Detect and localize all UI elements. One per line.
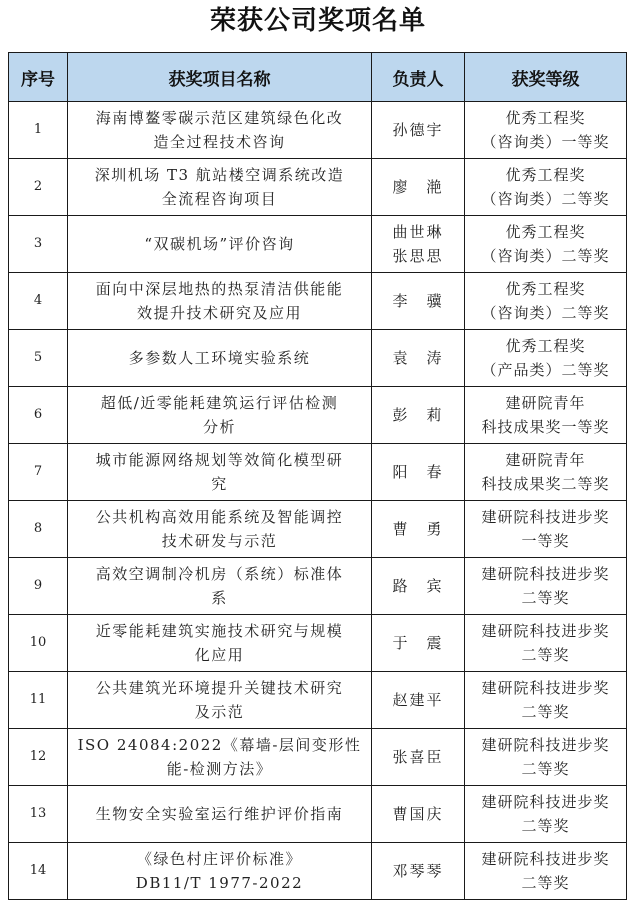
person-name: 廖 滟 xyxy=(392,178,444,196)
project-name-line: 能-检测方法》 xyxy=(166,760,273,778)
row-number: 8 xyxy=(9,501,68,558)
table-row xyxy=(9,615,627,672)
person-cell xyxy=(372,501,465,558)
award-level-cell xyxy=(465,159,627,216)
project-name-cell xyxy=(68,729,372,786)
person-name: 张思思 xyxy=(392,247,444,265)
table-row xyxy=(9,672,627,729)
award-level-line: 优秀工程奖 xyxy=(505,223,586,241)
person-cell xyxy=(372,672,465,729)
project-name-cell xyxy=(68,216,372,273)
award-level-line: 建研院青年 xyxy=(505,451,586,469)
person-cell xyxy=(372,216,465,273)
person-cell xyxy=(372,558,465,615)
row-number: 9 xyxy=(9,558,68,615)
award-level-line: 科技成果奖一等奖 xyxy=(481,418,610,436)
award-level-line: （咨询类）二等奖 xyxy=(481,304,610,322)
project-name-line: 造全过程技术咨询 xyxy=(153,133,286,151)
project-name-line: 近零能耗建筑实施技术研究与规模 xyxy=(95,622,344,640)
award-level-line: 优秀工程奖 xyxy=(505,166,586,184)
person-cell xyxy=(372,387,465,444)
award-level-line: 科技成果奖二等奖 xyxy=(481,475,610,493)
award-level-cell xyxy=(465,444,627,501)
award-level-line: （咨询类）二等奖 xyxy=(481,247,610,265)
award-level-line: 建研院青年 xyxy=(505,394,586,412)
project-name-cell xyxy=(68,444,372,501)
row-number: 4 xyxy=(9,273,68,330)
person-name: 曹 勇 xyxy=(392,520,444,538)
award-level-cell xyxy=(465,843,627,900)
row-number: 2 xyxy=(9,159,68,216)
award-level-cell xyxy=(465,102,627,159)
row-number: 14 xyxy=(9,843,68,900)
row-number: 10 xyxy=(9,615,68,672)
award-level-line: （产品类）二等奖 xyxy=(481,361,610,379)
table-body xyxy=(9,102,627,900)
award-level-line: 优秀工程奖 xyxy=(505,109,586,127)
award-level-line: 建研院科技进步奖 xyxy=(481,508,610,526)
project-name-line: 全流程咨询项目 xyxy=(161,190,278,208)
header-project-name: 获奖项目名称 xyxy=(68,53,372,102)
award-level-line: 建研院科技进步奖 xyxy=(481,622,610,640)
person-name: 李 骥 xyxy=(392,292,444,310)
person-name: 曹国庆 xyxy=(392,805,444,823)
award-level-line: 二等奖 xyxy=(521,589,570,607)
table-row xyxy=(9,102,627,159)
table-row xyxy=(9,159,627,216)
person-name: 张喜臣 xyxy=(392,748,444,766)
table-row xyxy=(9,330,627,387)
project-name-line: 究 xyxy=(211,475,228,493)
row-number: 5 xyxy=(9,330,68,387)
table-header-row xyxy=(9,53,627,102)
award-level-cell xyxy=(465,330,627,387)
project-name-line: 系 xyxy=(211,589,228,607)
project-name-cell xyxy=(68,273,372,330)
award-level-line: 建研院科技进步奖 xyxy=(481,793,610,811)
award-level-cell xyxy=(465,615,627,672)
award-level-cell xyxy=(465,558,627,615)
person-name: 彭 莉 xyxy=(392,406,444,424)
award-level-cell xyxy=(465,387,627,444)
row-number: 1 xyxy=(9,102,68,159)
row-number: 13 xyxy=(9,786,68,843)
project-name-cell xyxy=(68,843,372,900)
award-level-cell xyxy=(465,216,627,273)
row-number: 12 xyxy=(9,729,68,786)
project-name-line: 海南博鳌零碳示范区建筑绿色化改 xyxy=(95,109,344,127)
person-cell xyxy=(372,444,465,501)
project-name-line: 高效空调制冷机房（系统）标准体 xyxy=(95,565,344,583)
award-level-line: 建研院科技进步奖 xyxy=(481,679,610,697)
project-name-line: 多参数人工环境实验系统 xyxy=(128,349,311,367)
award-level-cell xyxy=(465,672,627,729)
table-row xyxy=(9,843,627,900)
award-level-cell xyxy=(465,501,627,558)
project-name-line: 分析 xyxy=(202,418,236,436)
award-level-cell xyxy=(465,729,627,786)
table-row xyxy=(9,558,627,615)
project-name-line: 及示范 xyxy=(194,703,245,721)
person-cell xyxy=(372,786,465,843)
header-no: 序号 xyxy=(9,53,68,102)
project-name-cell xyxy=(68,558,372,615)
row-number: 7 xyxy=(9,444,68,501)
project-name-line: “双碳机场”评价咨询 xyxy=(144,235,295,253)
person-name: 路 宾 xyxy=(392,577,444,595)
award-level-line: 二等奖 xyxy=(521,817,570,835)
project-name-cell xyxy=(68,615,372,672)
award-table xyxy=(8,52,627,900)
person-cell xyxy=(372,273,465,330)
project-name-cell xyxy=(68,159,372,216)
person-name: 赵建平 xyxy=(392,691,444,709)
person-cell xyxy=(372,843,465,900)
project-name-line: 效提升技术研究及应用 xyxy=(136,304,302,322)
person-cell xyxy=(372,615,465,672)
table-row xyxy=(9,444,627,501)
project-name-line: ISO 24084:2022《幕墙-层间变形性 xyxy=(77,736,362,754)
project-name-line: 深圳机场 T3 航站楼空调系统改造 xyxy=(94,166,345,184)
table-row xyxy=(9,501,627,558)
person-name: 阳 春 xyxy=(392,463,444,481)
project-name-line: 生物安全实验室运行维护评价指南 xyxy=(95,805,344,823)
project-name-line: 城市能源网络规划等效简化模型研 xyxy=(95,451,344,469)
project-name-cell xyxy=(68,387,372,444)
person-cell xyxy=(372,729,465,786)
award-level-line: 建研院科技进步奖 xyxy=(481,565,610,583)
award-level-line: （咨询类）二等奖 xyxy=(481,190,610,208)
header-level: 获奖等级 xyxy=(465,53,627,102)
project-name-cell xyxy=(68,672,372,729)
table-row xyxy=(9,786,627,843)
person-name: 邓琴琴 xyxy=(392,862,444,880)
table-row xyxy=(9,216,627,273)
award-level-line: 优秀工程奖 xyxy=(505,280,586,298)
table-row xyxy=(9,729,627,786)
project-name-line: 《绿色村庄评价标准》 xyxy=(136,850,302,868)
person-name: 袁 涛 xyxy=(392,349,444,367)
row-number: 3 xyxy=(9,216,68,273)
project-name-cell xyxy=(68,501,372,558)
page-title: 荣获公司奖项名单 xyxy=(209,6,426,36)
person-cell xyxy=(372,159,465,216)
row-number: 11 xyxy=(9,672,68,729)
project-name-cell xyxy=(68,786,372,843)
award-level-line: 二等奖 xyxy=(521,646,570,664)
award-level-line: 建研院科技进步奖 xyxy=(481,850,610,868)
award-level-line: 建研院科技进步奖 xyxy=(481,736,610,754)
person-name: 于 震 xyxy=(392,634,444,652)
project-name-line: 技术研发与示范 xyxy=(161,532,278,550)
project-name-line: 公共建筑光环境提升关键技术研究 xyxy=(95,679,344,697)
award-level-line: 一等奖 xyxy=(521,532,570,550)
table-row xyxy=(9,273,627,330)
award-level-cell xyxy=(465,273,627,330)
project-name-cell xyxy=(68,102,372,159)
award-level-line: 优秀工程奖 xyxy=(505,337,586,355)
person-cell xyxy=(372,102,465,159)
person-cell xyxy=(372,330,465,387)
award-level-line: 二等奖 xyxy=(521,703,570,721)
header-person: 负责人 xyxy=(372,53,465,102)
award-level-line: 二等奖 xyxy=(521,874,570,892)
project-name-line: DB11/T 1977-2022 xyxy=(135,874,304,892)
person-name: 孙德宇 xyxy=(392,121,444,139)
award-level-line: 二等奖 xyxy=(521,760,570,778)
project-name-line: 化应用 xyxy=(194,646,245,664)
row-number: 6 xyxy=(9,387,68,444)
award-level-line: （咨询类）一等奖 xyxy=(481,133,610,151)
project-name-cell xyxy=(68,330,372,387)
project-name-line: 超低/近零能耗建筑运行评估检测 xyxy=(100,394,339,412)
person-name: 曲世琳 xyxy=(392,223,444,241)
project-name-line: 面向中深层地热的热泵清洁供能能 xyxy=(95,280,344,298)
project-name-line: 公共机构高效用能系统及智能调控 xyxy=(95,508,344,526)
table-row xyxy=(9,387,627,444)
award-level-cell xyxy=(465,786,627,843)
